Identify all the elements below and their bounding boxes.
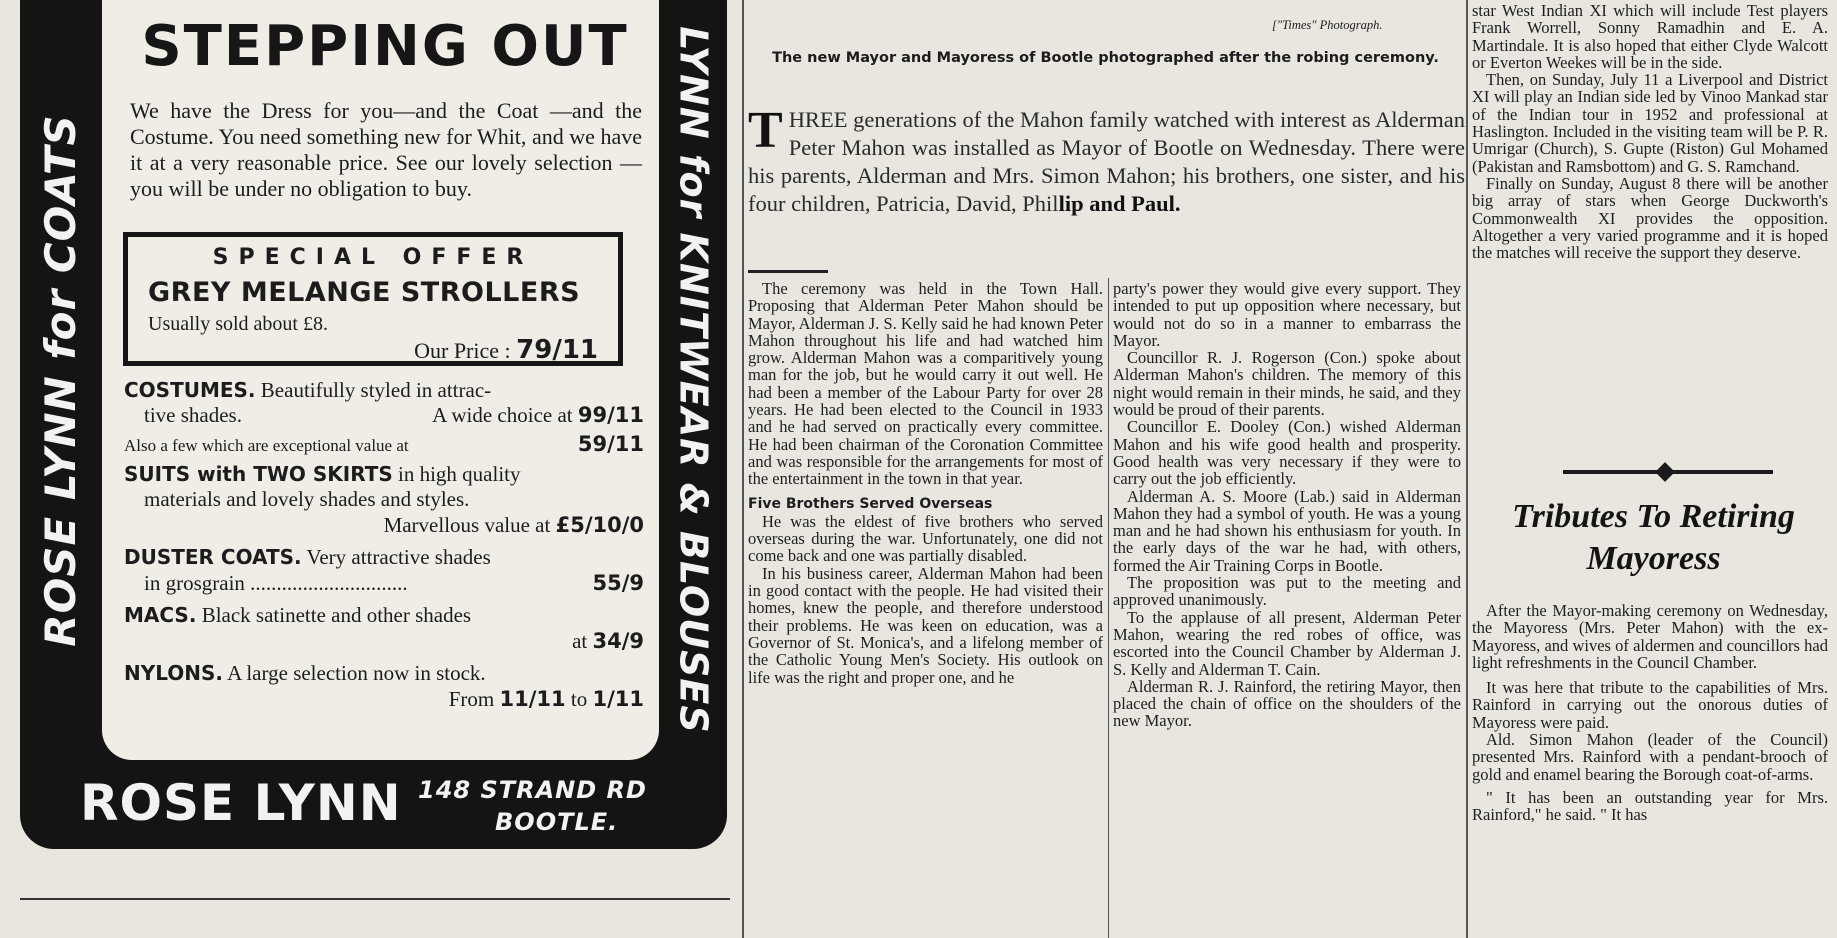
special-offer-box [123,232,623,366]
article-paragraph: Councillor E. Dooley (Con.) wished Alderman Mahon and his wife good health and prosperity. Good health was very necessary if they were to carry out the job efficiently. [1113,417,1461,489]
suits-line-2 [124,487,644,512]
costumes-text-2: tive shades. [144,403,242,427]
suits-text-1: in high quality [398,462,521,486]
costumes-price: 99/11 [577,403,644,427]
intro-text: HREE generations of the Mahon family watched with interest as Alderman Peter Mahon was installed as Mayor of Bootle on Wednesday. There were his parents, Alderman and Mrs. Simon Mahon; his brothers, one sister, and his four children, Patricia, David, Phil [748,107,1465,216]
also-line [124,432,644,458]
advert-headline: STEPPING OUT [141,14,629,79]
tributes-paragraph: Ald. Simon Mahon (leader of the Council) presented Mrs. Rainford with a pendant-brooch of gold and enamel bearing the Borough coat-of-arms. [1472,730,1828,784]
article-paragraph: In his business career, Alderman Mahon had been in good contact with the people. He had visited their homes, knew the people, and therefore understood their problems. He was keen on education, was a Governor of St. Monica's, and a lifelong member of the Catholic Young Men's Society. His outlook on life was the right and proper one, and he [748,563,1103,687]
macs-price: 34/9 [592,629,644,653]
costumes-line-2 [124,403,644,428]
nylons-line-1 [124,661,644,686]
costumes-line-1 [124,378,644,403]
macs-text-1: Black satinette and other shades [201,603,472,627]
advert-footer-address-1: 148 STRAND RD [418,776,647,804]
costumes-text-1: Beautifully styled in attrac- [260,378,492,402]
article-subheading: Five Brothers Served Overseas [748,495,993,512]
nylons-lead: NYLONS. [124,661,223,685]
article-paragraph: party's power they would give every support. They intended to put up opposition where necessary, but would not do so in a manner to embarrass the Mayor. [1113,279,1461,350]
cricket-paragraph: Then, on Sunday, July 11 a Liverpool and District XI will play an Indian side led by Vinoo Mankad star of the Indian tour in 1952 and professional at Haslington. Included in the visiting team will be P. R. Umrigar (Church), S. Gupte (Riston) Gul Mohamed (Pakistan and Ramsbottom) and G. S. Ramchand. [1472,70,1828,176]
suits-text-3: Marvellous value at [383,513,551,537]
nylons-price-1: 11/11 [499,687,566,711]
offer-title: SPECIAL OFFER [212,245,534,270]
tributes-headline: Tributes To Retiring Mayoress [1512,498,1795,577]
offer-price-value: 79/11 [516,335,598,365]
photo-caption: The new Mayor and Mayoress of Bootle photographed after the robing ceremony. [772,50,1439,66]
duster-price: 55/9 [592,571,644,595]
intro-underline [748,270,828,273]
column-rule [1108,278,1109,938]
duster-lead: DUSTER COATS. [124,545,302,569]
offer-item: GREY MELANGE STROLLERS [148,277,581,308]
duster-text-2: in grosgrain .............................. [144,571,408,595]
section-divider [1563,470,1773,474]
tributes-paragraph: " It has been an outstanding year for Mrs. Rainford," he said. " It has [1472,787,1828,825]
nylons-to: to [570,687,588,711]
nylons-price-2: 1/11 [592,687,644,711]
cricket-paragraph: star West Indian XI which will include Test players Frank Worrell, Sonny Ramadhin and E. A. Martindale. It is also hoped that either Clyde Walcott or Everton Weekes will be in the side. [1472,1,1828,72]
intro-text-bold: lip and Paul. [1058,191,1181,216]
article-paragraph: Alderman A. S. Moore (Lab.) said in Alderman Mahon they had a symbol of youth. He was a young man and he had shown his enthusiasm for youth. In the early days of the war he had, with others, formed the Air Training Corps in Bootle. [1113,486,1461,575]
suits-text-2: materials and lovely shades and styles. [144,487,470,511]
tributes-column [1472,602,1828,824]
also-price: 59/11 [577,432,644,456]
suits-lead: SUITS with TWO SKIRTS [124,462,393,486]
suits-line-1 [124,462,644,487]
article-paragraph: Councillor R. J. Rogerson (Con.) spoke about Alderman Mahon's children. The memory of this night would remain in their minds, he said, and they would be proud of their parents. [1113,348,1461,420]
advert-panel [102,0,659,760]
photo-credit: ["Times" Photograph. [1272,18,1383,32]
costumes-lead: COSTUMES. [124,378,256,402]
cricket-column [1472,2,1828,261]
suits-price: £5/10/0 [555,513,644,537]
article-column-2 [1113,280,1461,730]
advert-left-strip [20,0,100,760]
article-paragraph: He was the eldest of five brothers who served overseas during the war. Unfortunately, one did not come back and one was partially disabled. [748,511,1103,566]
column-rule [742,0,744,938]
nylons-text-1: A large selection now in stock. [227,661,486,685]
nylons-text-2: From [448,687,495,711]
page-rule [20,898,730,900]
advert-intro: We have the Dress for you—and the Coat —and the Costume. You need something new for Whit, and we have it at a very reasonable price. See our lovely selection —you will be under no obligation to buy. [130,98,642,201]
article-column-1 [748,280,1103,686]
article-intro [748,102,1465,218]
article-paragraph: The ceremony was held in the Town Hall. Proposing that Alderman Peter Mahon should be Mayor, Alderman J. S. Kelly said he had known Peter Mahon throughout his life and had watched him grow. Alderman Mahon was a comparitively young man for the job, but he would carry it out well. He had been a member of the Labour Party for over 28 years. He had been elected to the Council in 1933 and he had served on practically every committee. He had been chairman of the Coronation Committee and was responsible for the arrangements for most of the entertainment in the town in that year. [748,279,1103,489]
tributes-paragraph: After the Mayor-making ceremony on Wednesday, the Mayoress (Mrs. Peter Mahon) with the ex-Mayoress, and wives of aldermen and councillors had light refreshments in the Council Chamber. [1472,601,1828,672]
offer-price-label: Our Price : [414,338,511,363]
costumes-text-3: A wide choice at [432,403,573,427]
drop-cap: T [748,102,783,159]
advert-right-strip-text: LYNN for KNITWEAR & BLOUSES [671,26,716,734]
macs-lead: MACS. [124,603,197,627]
offer-price-line [414,335,598,365]
duster-line-1 [124,545,644,570]
article-paragraph: Alderman R. J. Rainford, the retiring Mayor, then placed the chain of office on the shoulders of the new Mayor. [1113,676,1461,731]
article-paragraph: To the applause of all present, Alderman Peter Mahon, wearing the red robes of office, was escorted into the Council Chamber by Alderman J. S. Kelly and Alderman T. Cain. [1113,607,1461,679]
duster-line-2 [124,571,644,596]
advert-right-strip [660,0,727,760]
advert-footer-name: ROSE LYNN [80,774,402,832]
article-paragraph: The proposition was put to the meeting and approved unanimously. [1113,573,1461,610]
macs-text-2: at [572,629,588,653]
macs-line-1 [124,603,644,628]
column-rule [1466,0,1468,938]
offer-usual-price: Usually sold about £8. [148,313,328,335]
also-text: Also a few which are exceptional value at [124,436,409,455]
tributes-paragraph: It was here that tribute to the capabilities of Mrs. Rainford in carrying out the onorous duties of Mayoress were paid. [1472,678,1828,732]
advert-left-strip-text: ROSE LYNN for COATS [35,113,85,647]
cricket-paragraph: Finally on Sunday, August 8 there will be another big array of stars when George Duckworth's Commonwealth XI provides the opposition. Altogether a very varied programme and it is hoped the matches will receive the support they deserve. [1472,173,1828,263]
advert-footer-address-2: BOOTLE. [495,808,619,836]
duster-text-1: Very attractive shades [306,545,491,569]
